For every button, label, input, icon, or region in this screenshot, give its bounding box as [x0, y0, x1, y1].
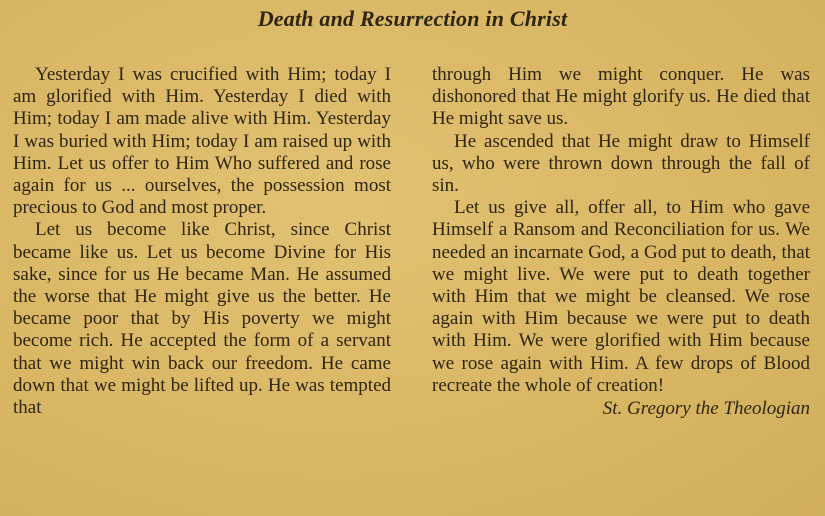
article-title: Death and Resurrection in Christ: [257, 6, 568, 31]
author-signature: St. Gregory the Theologian: [602, 398, 810, 420]
paragraph: Let us become like Christ, since Christ became like us. Let us become Divine for His sake, since for us He became Man. He assumed the worse that He might give us the better. He became poor that by His poverty we might become rich. He accepted the form of a servant that we might win back our freedom. He came down that we might be lifted up. He was tempted that: [13, 219, 391, 419]
paragraph: Let us give all, offer all, to Him who gave Himself a Ransom and Reconciliation for us. We needed an incarnate God, a God put to death, that we might live. We were put to death together with Him that we might be cleansed. We rose again with Him because we were put to death with Him. We were glorified with Him because we rose again with Him. A few drops of Blood recreate the whole of creation!: [432, 197, 810, 396]
paragraph-continuation: through Him we might conquer. He was dishonored that He might glorify us. He died that He might save us.: [432, 64, 810, 130]
left-column: [13, 64, 391, 419]
paragraph: Yesterday I was crucified with Him; today I am glorified with Him. Yesterday I died with Him; today I am made alive with Him. Yesterday I was buried with Him; today I am raised up with Him. Let us offer to Him Who suffered and rose again for us ... ourselves, the possession most precious to God and most proper.: [13, 64, 391, 219]
paragraph: He ascended that He might draw to Himself us, who were thrown down through the fall of sin.: [432, 130, 810, 197]
right-column: [432, 64, 810, 420]
